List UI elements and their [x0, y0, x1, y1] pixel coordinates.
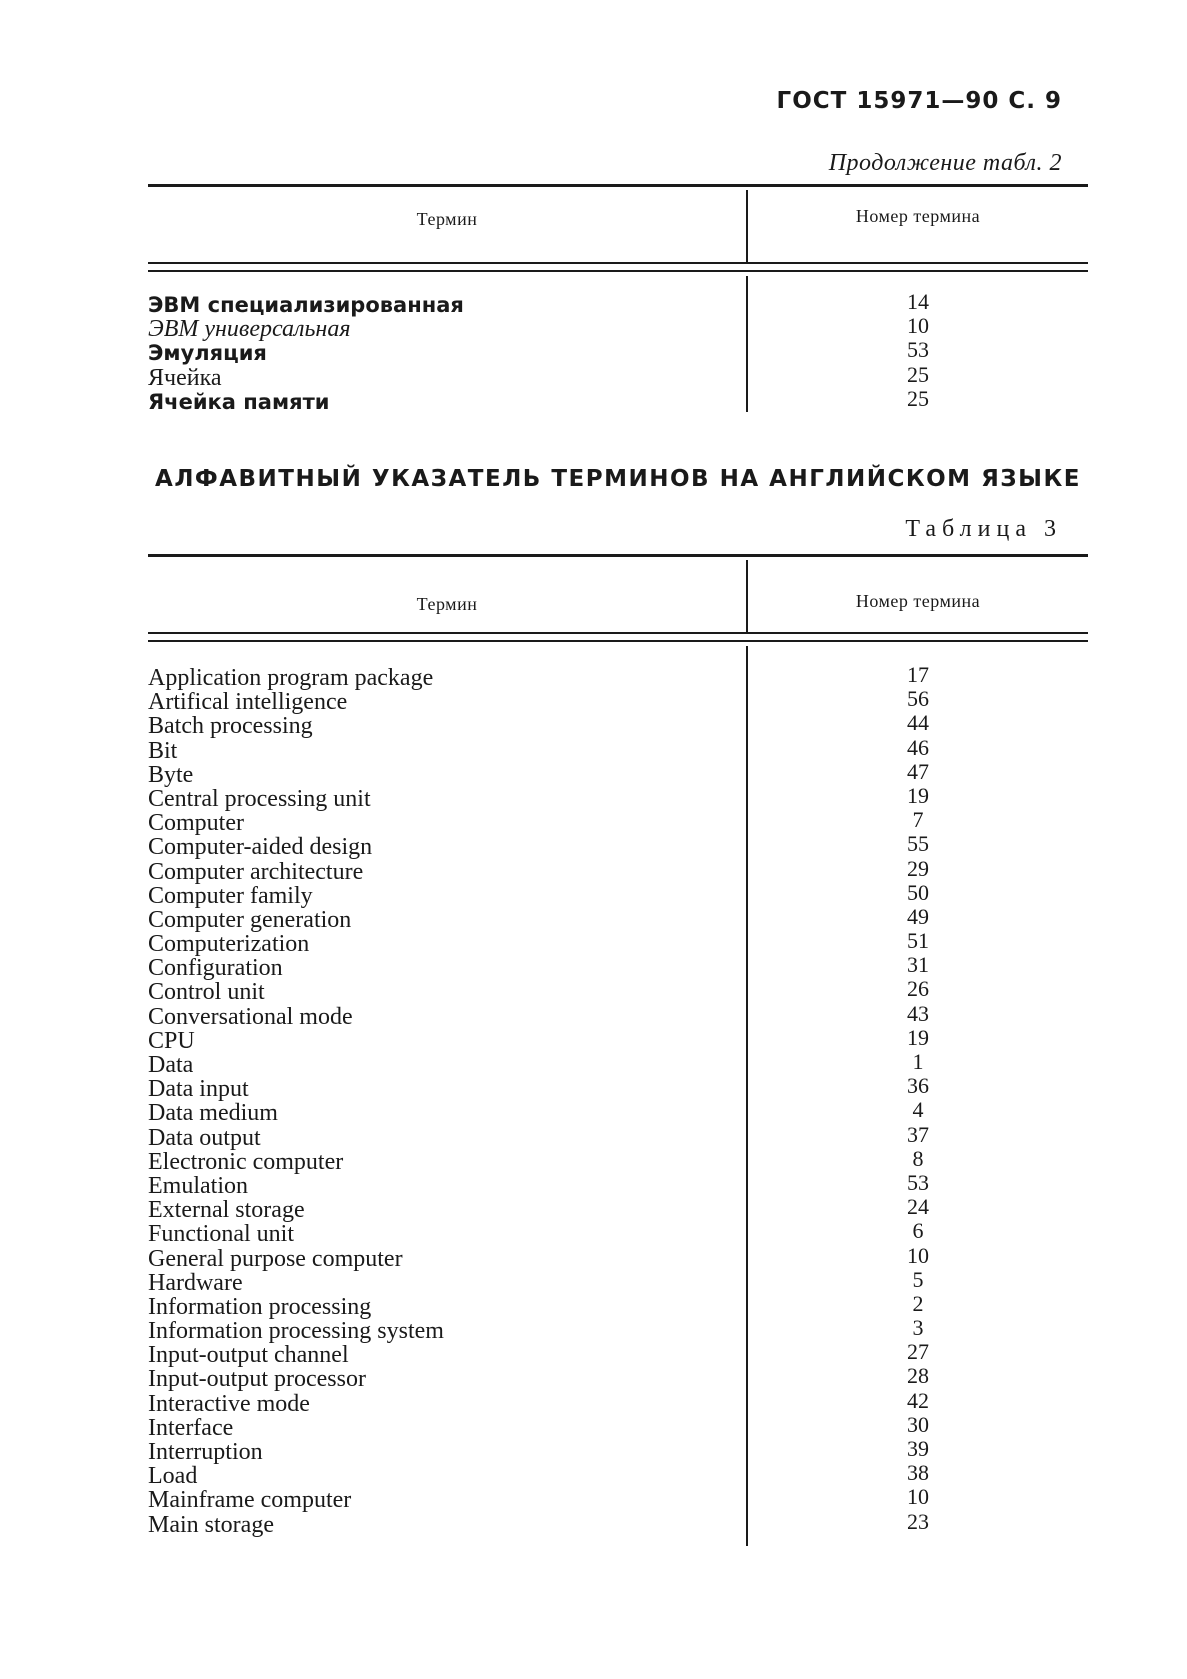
number-cell: 30 [907, 1411, 929, 1437]
number-cell: 26 [907, 976, 929, 1002]
term-cell: Data output [148, 1124, 261, 1151]
number-cell: 25 [907, 385, 929, 411]
number-cell: 43 [907, 1000, 929, 1026]
term-cell: Ячейка [148, 364, 222, 391]
term-cell: Эмуляция [148, 341, 267, 366]
term-cell: Batch processing [148, 713, 313, 740]
term-cell: Control unit [148, 979, 265, 1006]
term-cell: Configuration [148, 955, 283, 982]
term-cell: External storage [148, 1197, 305, 1224]
number-cell: 23 [907, 1508, 929, 1534]
term-cell: Data [148, 1052, 194, 1078]
number-cell: 55 [907, 831, 929, 857]
number-cell: 17 [907, 662, 929, 687]
term-cell: Hardware [148, 1269, 243, 1296]
number-cell: 10 [907, 1242, 929, 1268]
column-header-number: Номер термина [855, 206, 981, 226]
header-double-rule [148, 632, 1088, 642]
number-cell: 56 [907, 686, 929, 712]
table-row [148, 385, 1088, 414]
column-header-term: Термин [416, 594, 478, 614]
term-cell: Mainframe computer [148, 1487, 352, 1514]
number-cell: 37 [907, 1121, 929, 1147]
number-cell: 10 [907, 313, 929, 339]
term-cell: Data input [148, 1076, 249, 1103]
number-cell: 14 [907, 289, 929, 314]
term-cell: Artifical intelligence [148, 689, 348, 716]
table-row [148, 1508, 1088, 1538]
term-cell: Interface [148, 1414, 234, 1441]
term-cell: Emulation [148, 1172, 248, 1199]
term-cell: Data medium [148, 1100, 278, 1127]
number-cell: 10 [907, 1484, 929, 1510]
page-header: ГОСТ 15971—90 С. 9 [776, 88, 1062, 114]
number-cell: 19 [907, 782, 929, 808]
number-cell: 50 [907, 879, 929, 905]
term-cell: Computerization [148, 931, 310, 958]
table-2-rows [148, 289, 1088, 414]
number-cell: 8 [912, 1145, 924, 1171]
number-cell: 5 [912, 1266, 924, 1292]
table-top-rule [148, 184, 1088, 187]
continuation-label: Продолжение табл. 2 [828, 150, 1062, 176]
number-cell: 4 [912, 1097, 924, 1123]
number-cell: 24 [907, 1194, 929, 1220]
number-cell: 28 [907, 1363, 929, 1389]
term-cell: Computer architecture [148, 858, 364, 885]
term-cell: Application program package [148, 665, 434, 691]
section-title: АЛФАВИТНЫЙ УКАЗАТЕЛЬ ТЕРМИНОВ НА АНГЛИЙСКОМ ЯЗЫКЕ [155, 466, 1081, 492]
term-cell: Information processing system [148, 1318, 444, 1345]
term-cell: Input-output processor [148, 1366, 366, 1393]
term-cell: Computer generation [148, 906, 352, 933]
number-cell: 44 [907, 710, 929, 736]
term-cell: Electronic computer [148, 1148, 344, 1175]
number-cell: 25 [907, 361, 929, 387]
number-cell: 27 [907, 1339, 929, 1365]
term-cell: Interruption [148, 1439, 263, 1465]
term-cell: Functional unit [148, 1221, 294, 1248]
term-cell: General purpose computer [148, 1245, 403, 1272]
table-label: Таблица 3 [905, 516, 1062, 542]
number-cell: 46 [907, 734, 929, 760]
number-cell: 19 [907, 1024, 929, 1050]
term-cell: Bit [148, 737, 178, 764]
term-cell: Ячейка памяти [148, 389, 330, 414]
term-cell: Main storage [148, 1511, 274, 1538]
table-3 [148, 554, 1088, 1554]
column-header-number: Номер термина [855, 591, 981, 611]
term-cell: CPU [148, 1027, 195, 1054]
term-cell: ЭВМ универсальная [148, 316, 351, 343]
number-cell: 39 [907, 1436, 929, 1461]
table-2 [148, 184, 1088, 414]
header-double-rule [148, 262, 1088, 272]
term-cell: Byte [148, 761, 194, 788]
number-cell: 38 [907, 1460, 929, 1486]
number-cell: 49 [907, 903, 929, 929]
number-cell: 7 [912, 807, 924, 833]
number-cell: 2 [912, 1290, 924, 1316]
term-cell: Interactive mode [148, 1390, 310, 1417]
number-cell: 3 [912, 1315, 924, 1341]
term-cell: Central processing unit [148, 785, 371, 812]
term-cell: Information processing [148, 1293, 372, 1320]
number-cell: 53 [907, 337, 929, 363]
term-cell: Computer-aided design [148, 834, 373, 861]
table-3-rows [148, 662, 1088, 1538]
term-cell: Computer family [148, 882, 313, 909]
number-cell: 47 [907, 758, 929, 784]
term-cell: Input-output channel [148, 1342, 349, 1369]
term-cell: Load [148, 1463, 198, 1490]
table-top-rule [148, 554, 1088, 557]
number-cell: 53 [907, 1169, 929, 1195]
number-cell: 6 [912, 1218, 924, 1244]
number-cell: 36 [907, 1073, 929, 1099]
number-cell: 51 [907, 928, 929, 954]
column-header-term: Термин [416, 209, 478, 229]
number-cell: 1 [912, 1049, 924, 1074]
term-cell: ЭВМ специализированная [148, 293, 464, 317]
number-cell: 42 [907, 1387, 929, 1413]
term-cell: Conversational mode [148, 1003, 353, 1030]
number-cell: 29 [907, 855, 929, 881]
number-cell: 31 [907, 952, 929, 978]
term-cell: Computer [148, 810, 244, 837]
